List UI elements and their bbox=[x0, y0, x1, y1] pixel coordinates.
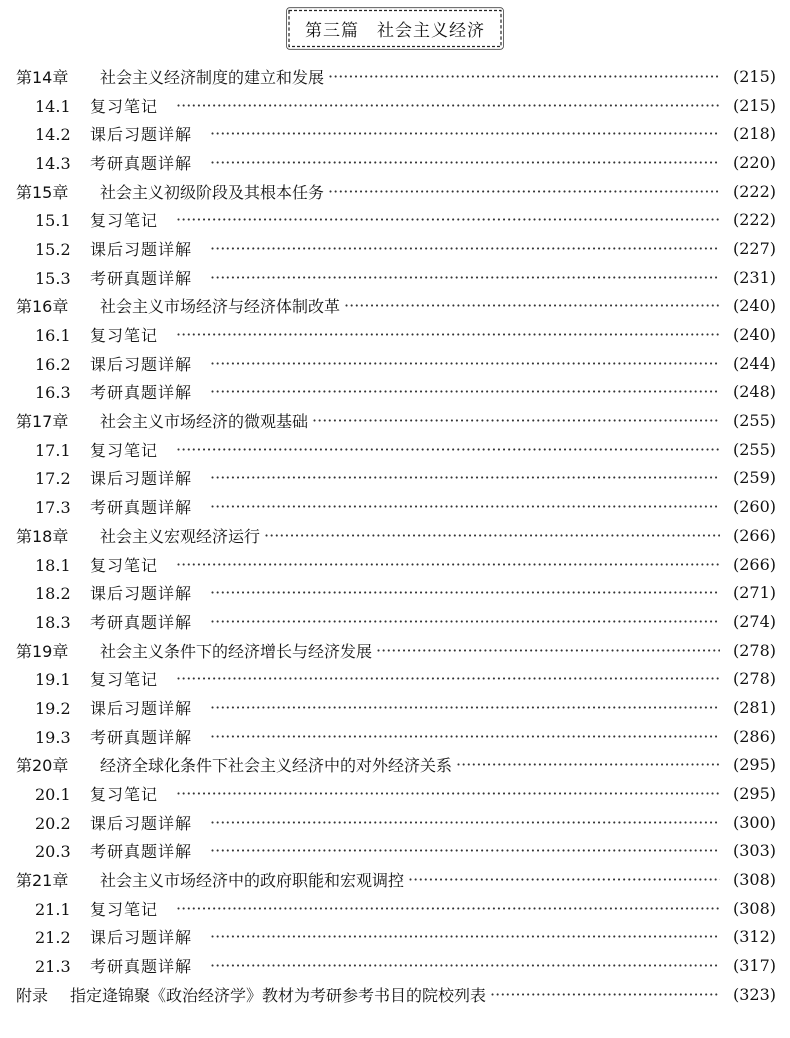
section-entry-number: 17.1 bbox=[35, 440, 71, 460]
section-entry-page-number: (312) bbox=[732, 927, 776, 947]
section-entry-number: 17.2 bbox=[35, 469, 71, 489]
section-entry[interactable] bbox=[16, 664, 776, 693]
section-entry-title: 复习笔记 bbox=[90, 96, 159, 116]
section-entry-title: 课后习题详解 bbox=[90, 125, 193, 145]
part-header bbox=[0, 6, 790, 51]
table-of-contents bbox=[16, 62, 776, 1009]
chapter-entry[interactable] bbox=[16, 636, 776, 665]
section-entry[interactable] bbox=[16, 349, 776, 378]
section-entry-title: 课后习题详解 bbox=[90, 354, 193, 374]
section-entry-page-number: (248) bbox=[732, 382, 776, 402]
section-entry-page-number: (300) bbox=[732, 812, 776, 832]
dot-leader bbox=[210, 612, 720, 631]
dot-leader bbox=[264, 526, 720, 545]
chapter-entry-title: 社会主义市场经济中的政府职能和宏观调控 bbox=[100, 871, 405, 891]
section-entry-number: 21.2 bbox=[35, 928, 71, 948]
part-title-box bbox=[285, 6, 505, 51]
section-entry-page-number: (303) bbox=[732, 841, 776, 861]
chapter-entry-number: 第16章 bbox=[16, 297, 69, 317]
dot-leader bbox=[210, 468, 720, 487]
section-entry-page-number: (227) bbox=[732, 238, 776, 258]
dot-leader bbox=[176, 784, 720, 803]
chapter-entry-number: 第19章 bbox=[16, 641, 69, 661]
dot-leader bbox=[210, 956, 720, 975]
section-entry-number: 18.3 bbox=[35, 612, 71, 632]
section-entry-number: 17.3 bbox=[35, 498, 71, 518]
section-entry-label bbox=[35, 94, 158, 117]
dot-leader bbox=[210, 727, 720, 746]
appendix-entry[interactable] bbox=[16, 980, 776, 1009]
section-entry-page-number: (271) bbox=[732, 583, 776, 603]
chapter-entry-number: 第14章 bbox=[16, 67, 69, 87]
section-entry-label bbox=[35, 897, 158, 920]
section-entry-title: 考研真题详解 bbox=[90, 842, 193, 862]
chapter-entry-label bbox=[16, 639, 372, 662]
dot-leader bbox=[176, 210, 720, 229]
chapter-entry-page-number: (278) bbox=[732, 640, 776, 660]
section-entry[interactable] bbox=[16, 951, 776, 980]
chapter-entry-page-number: (240) bbox=[732, 296, 776, 316]
section-entry[interactable] bbox=[16, 119, 776, 148]
section-entry-label bbox=[35, 495, 192, 518]
section-entry-label bbox=[35, 553, 158, 576]
section-entry[interactable] bbox=[16, 263, 776, 292]
section-entry-number: 18.1 bbox=[35, 555, 71, 575]
section-entry-number: 18.2 bbox=[35, 584, 71, 604]
section-entry-number: 15.1 bbox=[35, 211, 71, 231]
section-entry[interactable] bbox=[16, 435, 776, 464]
section-entry-page-number: (218) bbox=[732, 124, 776, 144]
chapter-entry[interactable] bbox=[16, 751, 776, 780]
section-entry-page-number: (278) bbox=[732, 669, 776, 689]
section-entry-page-number: (244) bbox=[732, 353, 776, 373]
section-entry-number: 20.2 bbox=[35, 813, 71, 833]
section-entry-number: 14.2 bbox=[35, 125, 71, 145]
section-entry-number: 16.2 bbox=[35, 354, 71, 374]
chapter-entry-page-number: (308) bbox=[732, 870, 776, 890]
section-entry-number: 20.1 bbox=[35, 785, 71, 805]
dot-leader bbox=[210, 813, 720, 832]
chapter-entry-label bbox=[16, 409, 308, 432]
appendix-entry-label bbox=[16, 983, 486, 1006]
section-entry-title: 复习笔记 bbox=[90, 211, 159, 231]
section-entry-title: 课后习题详解 bbox=[90, 239, 193, 259]
dot-leader bbox=[210, 239, 720, 258]
section-entry-number: 19.3 bbox=[35, 727, 71, 747]
section-entry-title: 复习笔记 bbox=[90, 785, 159, 805]
section-entry-title: 复习笔记 bbox=[90, 670, 159, 690]
section-entry[interactable] bbox=[16, 320, 776, 349]
section-entry-label bbox=[35, 438, 158, 461]
chapter-entry-title: 社会主义条件下的经济增长与经济发展 bbox=[100, 641, 373, 661]
chapter-entry-label bbox=[16, 294, 340, 317]
chapter-entry-title: 社会主义市场经济与经济体制改革 bbox=[100, 297, 341, 317]
chapter-entry-label bbox=[16, 753, 452, 776]
section-entry-page-number: (308) bbox=[732, 898, 776, 918]
section-entry-label bbox=[35, 725, 192, 748]
dot-leader bbox=[210, 698, 720, 717]
section-entry-page-number: (259) bbox=[732, 468, 776, 488]
section-entry-title: 考研真题详解 bbox=[90, 727, 193, 747]
section-entry-title: 考研真题详解 bbox=[90, 612, 193, 632]
dot-leader bbox=[312, 411, 720, 430]
section-entry-title: 课后习题详解 bbox=[90, 584, 193, 604]
section-entry-label bbox=[35, 122, 192, 145]
dot-leader bbox=[210, 124, 720, 143]
section-entry-label bbox=[35, 954, 192, 977]
section-entry-title: 考研真题详解 bbox=[90, 498, 193, 518]
chapter-entry-page-number: (222) bbox=[732, 181, 776, 201]
section-entry[interactable] bbox=[16, 779, 776, 808]
section-entry-page-number: (317) bbox=[732, 956, 776, 976]
dot-leader bbox=[210, 841, 720, 860]
section-entry[interactable] bbox=[16, 578, 776, 607]
section-entry-label bbox=[35, 352, 192, 375]
section-entry-title: 复习笔记 bbox=[90, 326, 159, 346]
section-entry[interactable] bbox=[16, 607, 776, 636]
section-entry-number: 15.2 bbox=[35, 239, 71, 259]
chapter-entry-page-number: (215) bbox=[732, 66, 776, 86]
section-entry-label bbox=[35, 323, 158, 346]
section-entry-title: 课后习题详解 bbox=[90, 928, 193, 948]
section-entry-page-number: (260) bbox=[732, 497, 776, 517]
chapter-entry-number: 第15章 bbox=[16, 182, 69, 202]
chapter-entry-label bbox=[16, 868, 404, 891]
section-entry-number: 21.1 bbox=[35, 899, 71, 919]
section-entry-label bbox=[35, 839, 192, 862]
section-entry-number: 16.1 bbox=[35, 326, 71, 346]
appendix-entry-page-number: (323) bbox=[732, 984, 776, 1004]
section-entry-label bbox=[35, 266, 192, 289]
chapter-entry[interactable] bbox=[16, 865, 776, 894]
section-entry[interactable] bbox=[16, 550, 776, 579]
dot-leader bbox=[210, 382, 720, 401]
chapter-entry[interactable] bbox=[16, 292, 776, 321]
section-entry-number: 19.1 bbox=[35, 670, 71, 690]
section-entry-title: 考研真题详解 bbox=[90, 383, 193, 403]
section-entry-title: 考研真题详解 bbox=[90, 957, 193, 977]
section-entry-title: 考研真题详解 bbox=[90, 268, 193, 288]
section-entry-label bbox=[35, 610, 192, 633]
part-title-text: 第三篇 社会主义经济 bbox=[305, 21, 485, 41]
section-entry[interactable] bbox=[16, 378, 776, 407]
section-entry-number: 14.3 bbox=[35, 153, 71, 173]
section-entry-number: 21.3 bbox=[35, 957, 71, 977]
section-entry-number: 14.1 bbox=[35, 96, 71, 116]
chapter-entry[interactable] bbox=[16, 521, 776, 550]
chapter-entry-title: 社会主义市场经济的微观基础 bbox=[100, 412, 309, 432]
section-entry[interactable] bbox=[16, 894, 776, 923]
section-entry-title: 课后习题详解 bbox=[90, 469, 193, 489]
dot-leader bbox=[328, 182, 720, 201]
section-entry-title: 课后习题详解 bbox=[90, 698, 193, 718]
section-entry-label bbox=[35, 925, 192, 948]
chapter-entry-page-number: (295) bbox=[732, 755, 776, 775]
dot-leader bbox=[210, 153, 720, 172]
section-entry-number: 15.3 bbox=[35, 268, 71, 288]
section-entry-page-number: (295) bbox=[732, 784, 776, 804]
dot-leader bbox=[210, 354, 720, 373]
chapter-entry[interactable] bbox=[16, 177, 776, 206]
appendix-entry-number: 附录 bbox=[16, 985, 49, 1005]
chapter-entry[interactable] bbox=[16, 406, 776, 435]
chapter-entry-number: 第18章 bbox=[16, 526, 69, 546]
section-entry-page-number: (255) bbox=[732, 439, 776, 459]
section-entry-title: 课后习题详解 bbox=[90, 813, 193, 833]
dot-leader bbox=[210, 927, 720, 946]
dot-leader bbox=[176, 669, 720, 688]
section-entry[interactable] bbox=[16, 464, 776, 493]
chapter-entry-title: 社会主义经济制度的建立和发展 bbox=[100, 67, 325, 87]
section-entry-page-number: (266) bbox=[732, 554, 776, 574]
section-entry-label bbox=[35, 466, 192, 489]
dot-leader bbox=[328, 67, 720, 86]
section-entry[interactable] bbox=[16, 148, 776, 177]
section-entry[interactable] bbox=[16, 91, 776, 120]
section-entry-page-number: (274) bbox=[732, 611, 776, 631]
section-entry-title: 复习笔记 bbox=[90, 899, 159, 919]
section-entry-number: 19.2 bbox=[35, 698, 71, 718]
dot-leader bbox=[176, 899, 720, 918]
section-entry-page-number: (222) bbox=[732, 210, 776, 230]
dot-leader bbox=[456, 755, 720, 774]
section-entry-page-number: (231) bbox=[732, 267, 776, 287]
section-entry-label bbox=[35, 208, 158, 231]
section-entry[interactable] bbox=[16, 837, 776, 866]
section-entry-number: 20.3 bbox=[35, 842, 71, 862]
chapter-entry-number: 第21章 bbox=[16, 871, 69, 891]
chapter-entry-title: 经济全球化条件下社会主义经济中的对外经济关系 bbox=[100, 756, 453, 776]
appendix-entry-title: 指定逄锦聚《政治经济学》教材为考研参考书目的院校列表 bbox=[70, 985, 487, 1005]
dot-leader bbox=[176, 440, 720, 459]
dot-leader bbox=[176, 96, 720, 115]
chapter-entry-number: 第17章 bbox=[16, 412, 69, 432]
chapter-entry-page-number: (266) bbox=[732, 525, 776, 545]
section-entry[interactable] bbox=[16, 722, 776, 751]
section-entry[interactable] bbox=[16, 808, 776, 837]
dot-leader bbox=[176, 555, 720, 574]
chapter-entry-title: 社会主义宏观经济运行 bbox=[100, 526, 261, 546]
chapter-entry-title: 社会主义初级阶段及其根本任务 bbox=[100, 182, 325, 202]
dot-leader bbox=[408, 870, 720, 889]
dot-leader bbox=[490, 985, 720, 1004]
section-entry-page-number: (286) bbox=[732, 726, 776, 746]
section-entry-label bbox=[35, 237, 192, 260]
section-entry-label bbox=[35, 581, 192, 604]
section-entry-title: 考研真题详解 bbox=[90, 153, 193, 173]
section-entry[interactable] bbox=[16, 923, 776, 952]
section-entry[interactable] bbox=[16, 205, 776, 234]
dot-leader bbox=[210, 583, 720, 602]
section-entry-page-number: (220) bbox=[732, 152, 776, 172]
section-entry-label bbox=[35, 782, 158, 805]
section-entry-title: 复习笔记 bbox=[90, 440, 159, 460]
chapter-entry-label bbox=[16, 65, 324, 88]
chapter-entry-page-number: (255) bbox=[732, 411, 776, 431]
chapter-entry-label bbox=[16, 524, 260, 547]
section-entry-label bbox=[35, 811, 192, 834]
section-entry-number: 16.3 bbox=[35, 383, 71, 403]
dot-leader bbox=[376, 641, 720, 660]
section-entry-label bbox=[35, 667, 158, 690]
section-entry-page-number: (240) bbox=[732, 325, 776, 345]
section-entry-title: 复习笔记 bbox=[90, 555, 159, 575]
section-entry[interactable] bbox=[16, 492, 776, 521]
dot-leader bbox=[176, 325, 720, 344]
dot-leader bbox=[210, 268, 720, 287]
section-entry[interactable] bbox=[16, 234, 776, 263]
section-entry-label bbox=[35, 696, 192, 719]
section-entry[interactable] bbox=[16, 693, 776, 722]
section-entry-page-number: (281) bbox=[732, 697, 776, 717]
section-entry-page-number: (215) bbox=[732, 95, 776, 115]
section-entry-label bbox=[35, 151, 192, 174]
dot-leader bbox=[344, 296, 720, 315]
chapter-entry[interactable] bbox=[16, 62, 776, 91]
dot-leader bbox=[210, 497, 720, 516]
chapter-entry-label bbox=[16, 180, 324, 203]
section-entry-label bbox=[35, 380, 192, 403]
chapter-entry-number: 第20章 bbox=[16, 756, 69, 776]
